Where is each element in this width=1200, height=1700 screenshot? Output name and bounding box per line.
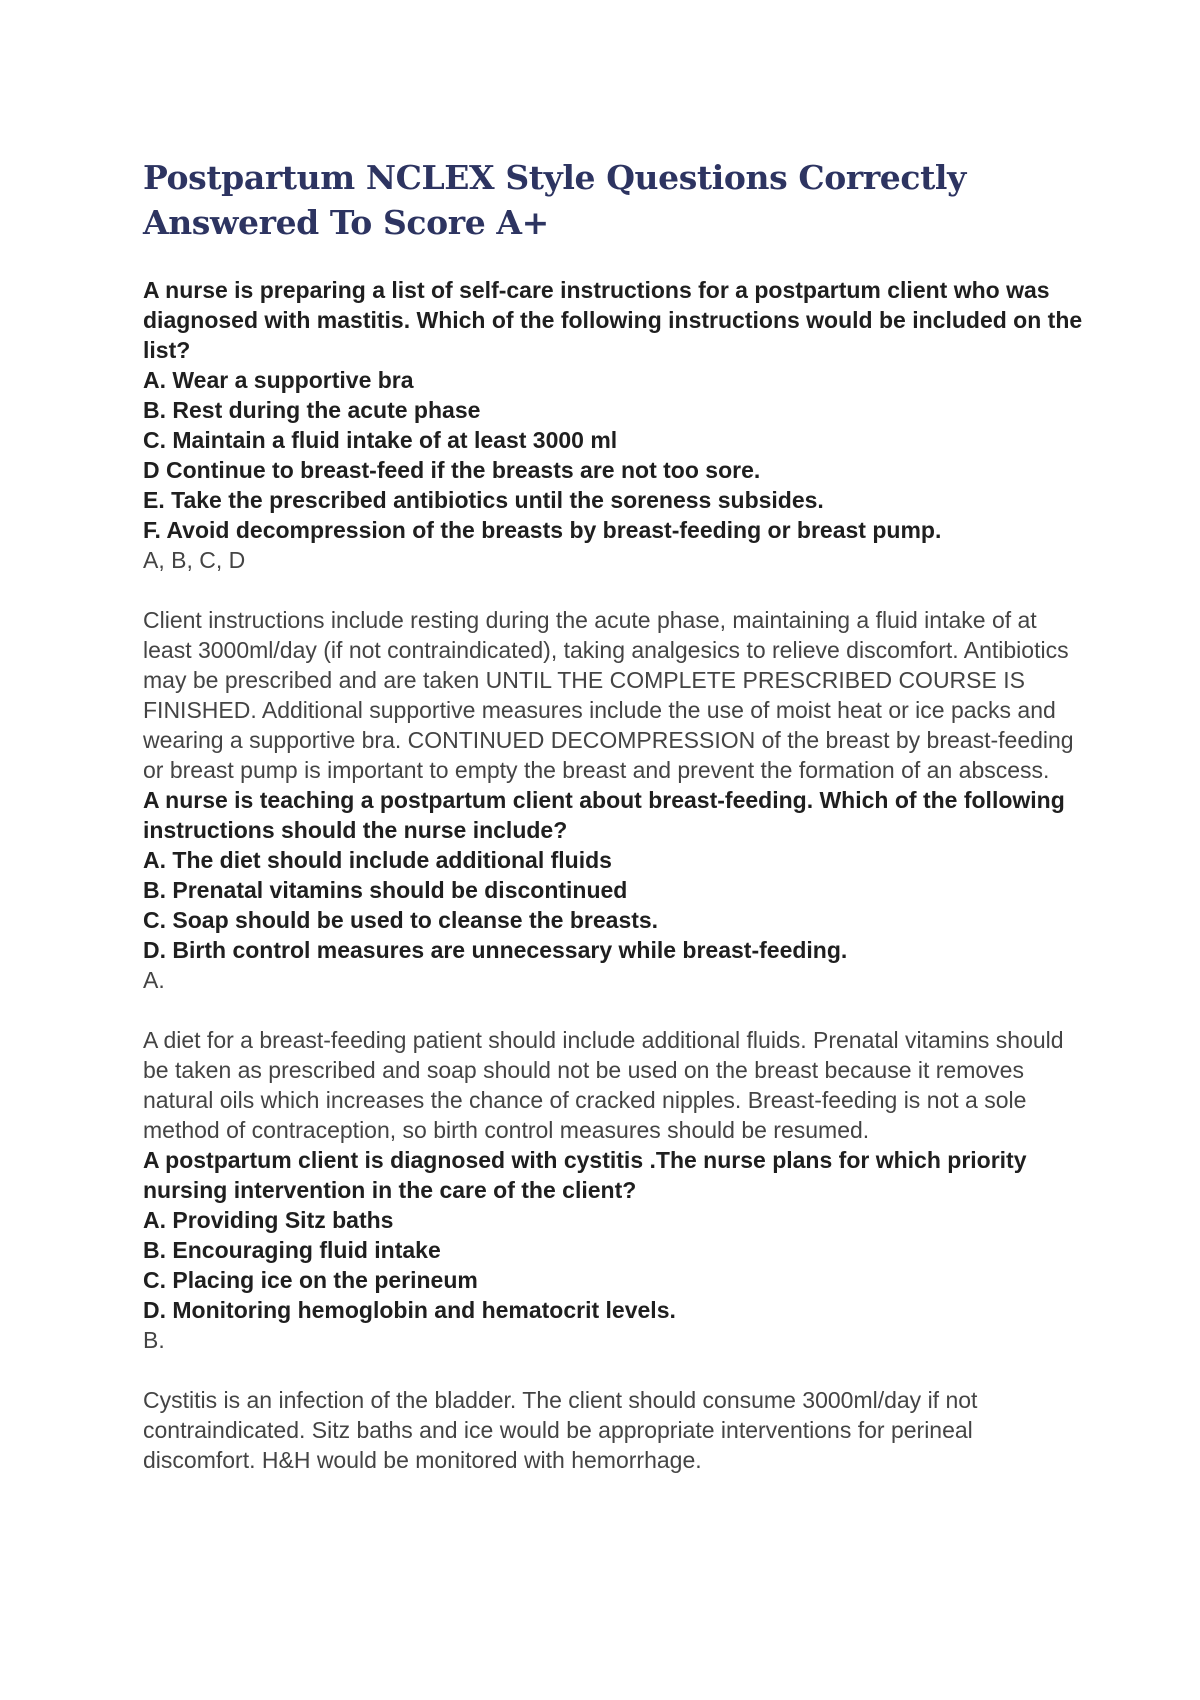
answer-rationale: Client instructions include resting during the acute phase, maintaining a fluid intake of at least 3000ml/day (if not contraindicated), taking analgesics to relieve discomfort. Antibiotics may be prescribed and are taken UNTIL THE COMPLETE PRESCRIBED COURSE IS FINISHED. Additional supportive measures include the use of moist heat or ice packs and wearing a supportive bra. CONTINUED DECOMPRESSION of the breast by breast-feeding or breast pump is important to empty the breast and prevent the formation of an abscess.: [143, 607, 1074, 783]
answer-option: D. Monitoring hemoglobin and hematocrit levels.: [143, 1297, 676, 1323]
answer-option: A. Wear a supportive bra: [143, 367, 414, 393]
answer-option: B. Prenatal vitamins should be discontinued: [143, 877, 628, 903]
answer-rationale: Cystitis is an infection of the bladder. The client should consume 3000ml/day if not contraindicated. Sitz baths and ice would be appropriate interventions for perineal discomfort. H&H would be monitored with hemorrhage.: [143, 1387, 978, 1473]
answer-option: D. Birth control measures are unnecessary while breast-feeding.: [143, 937, 848, 963]
page-title: Postpartum NCLEX Style Questions Correctly Answered To Score A+: [143, 158, 966, 242]
correct-answer: B.: [143, 1327, 165, 1353]
answer-option: A. The diet should include additional fluids: [143, 847, 612, 873]
answer-option: D Continue to breast-feed if the breasts are not too sore.: [143, 457, 761, 483]
question-text: A nurse is teaching a postpartum client about breast-feeding. Which of the following instructions should the nurse include?: [143, 787, 1065, 843]
question-text: A postpartum client is diagnosed with cystitis .The nurse plans for which priority nursing intervention in the care of the client?: [143, 1147, 1027, 1203]
question-block-2: [143, 785, 1083, 1145]
answer-option: C. Soap should be used to cleanse the breasts.: [143, 907, 659, 933]
question-block-3: [143, 1145, 1083, 1475]
document-page: [143, 155, 1083, 1475]
answer-option: F. Avoid decompression of the breasts by breast-feeding or breast pump.: [143, 517, 942, 543]
answer-option: E. Take the prescribed antibiotics until the soreness subsides.: [143, 487, 824, 513]
answer-option: B. Encouraging fluid intake: [143, 1237, 441, 1263]
question-block-1: [143, 275, 1083, 785]
question-text: A nurse is preparing a list of self-care instructions for a postpartum client who was diagnosed with mastitis. Which of the following instructions would be included on the list?: [143, 277, 1083, 363]
correct-answer: A.: [143, 967, 165, 993]
answer-option: A. Providing Sitz baths: [143, 1207, 394, 1233]
answer-option: C. Maintain a fluid intake of at least 3000 ml: [143, 427, 618, 453]
answer-option: B. Rest during the acute phase: [143, 397, 481, 423]
correct-answer: A, B, C, D: [143, 547, 246, 573]
answer-rationale: A diet for a breast-feeding patient should include additional fluids. Prenatal vitamins should be taken as prescribed and soap should not be used on the breast because it removes natural oils which increases the chance of cracked nipples. Breast-feeding is not a sole method of contraception, so birth control measures should be resumed.: [143, 1027, 1064, 1143]
answer-option: C. Placing ice on the perineum: [143, 1267, 478, 1293]
